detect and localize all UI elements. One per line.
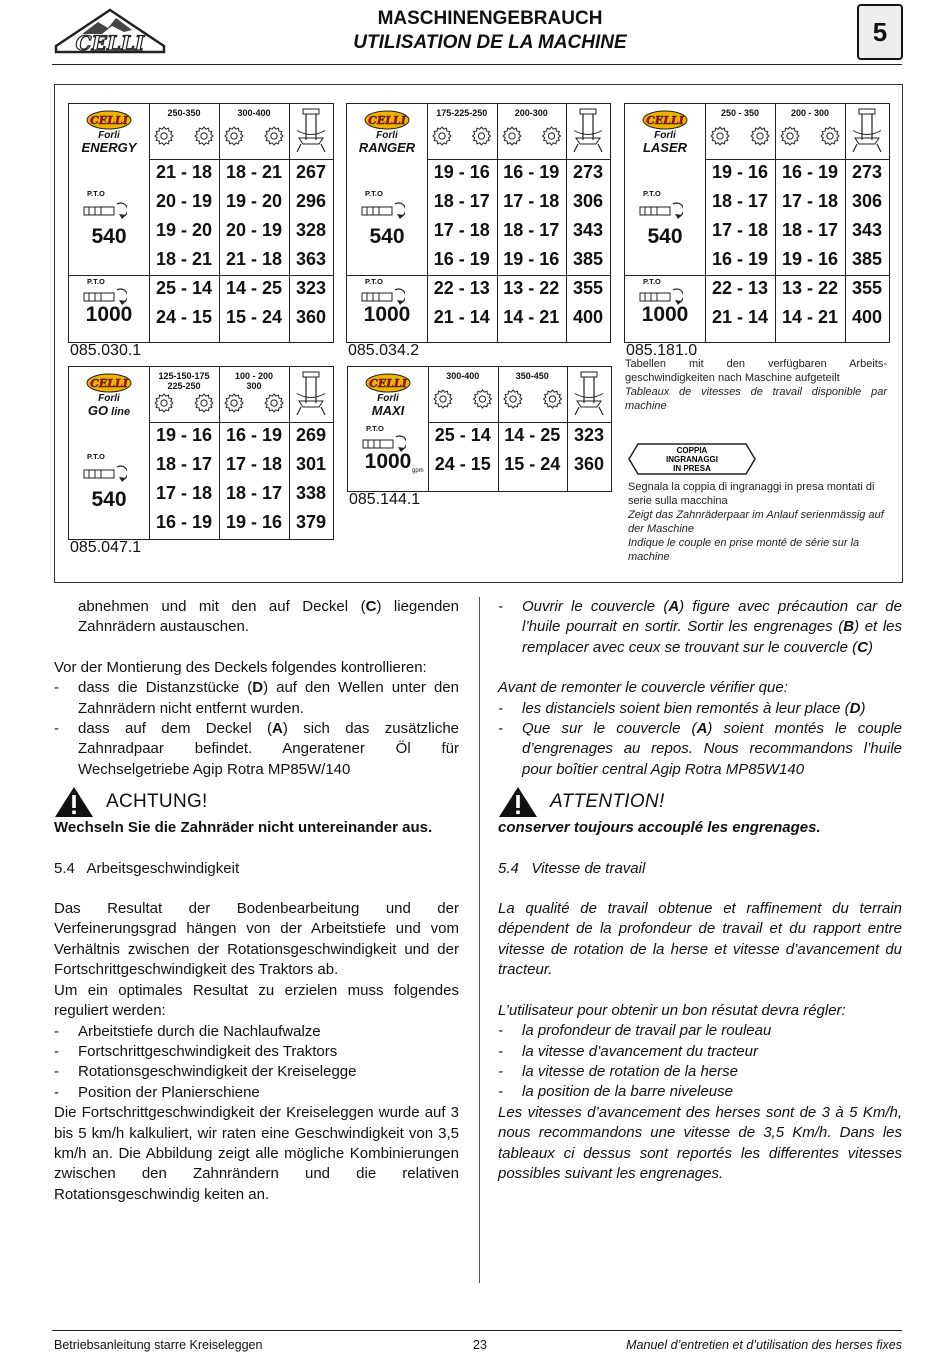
gpm-label: gpm [412,468,424,474]
card-brand [73,110,145,155]
header-divider [149,159,333,160]
paragraph: L’utilisateur pour obtenir un bon résutat devra régler: [498,1001,846,1019]
speed-cell: 14 - 21 [781,307,839,327]
warning-title: ACHTUNG! [106,791,208,813]
speed-cell: 21 - 14 [711,307,769,327]
speed-cell: 18 - 17 [433,191,490,211]
coppia-badge [628,443,756,475]
speed-cell: 400 [851,307,883,327]
pto-label: P.T.O [87,189,105,198]
badge-caption-fr: Indique le couple en prise monté de série sur la machine [628,537,860,563]
model-name: GO line [87,403,131,418]
speed-cell: 363 [295,249,327,269]
card-brand [73,373,145,419]
left-column-de [54,597,459,1205]
svg-text:CELLI: CELLI [369,377,407,390]
speed-cell: 17 - 18 [503,191,560,211]
column-header [149,108,219,118]
column-header [775,108,845,118]
column-header-label: 200 - 300 [790,108,830,118]
list-item: - la position de la barre niveleuse [498,1083,733,1101]
speed-cell: 24 - 15 [155,307,213,327]
pto-speed: 1000 [363,303,411,326]
figure-reference: 085.047.1 [70,539,142,556]
harrow-rotor-icon [291,107,331,154]
pto-speed: 540 [647,225,683,248]
speed-cell: 19 - 16 [711,162,769,182]
gear-pair-icon [431,126,493,146]
celli-logo [86,110,132,130]
speed-cell: 306 [851,191,883,211]
speed-cell: 323 [295,278,327,298]
speed-cell: 19 - 16 [781,249,839,269]
footer-right: Manuel d’entretien et d’utilisation des herses fixes [626,1338,902,1352]
pto-shaft-icon [83,201,127,221]
speed-card [68,366,334,540]
speed-cell: 385 [572,249,604,269]
list-item: - Fortschrittgeschwindigkeit des Traktors [54,1042,338,1060]
check-intro: Vor der Montierung des Deckels folgendes kontrollieren: [54,658,427,676]
speed-cell: 18 - 21 [155,249,213,269]
pto-speed: 1000 [85,303,133,326]
celli-logo [642,110,688,130]
speed-cell: 18 - 17 [225,483,283,503]
model-suffix: line [108,406,131,418]
speed-cell: 22 - 13 [711,278,769,298]
speed-cell: 19 - 16 [503,249,560,269]
card-brand [351,110,423,155]
list-item: - Arbeitstiefe durch die Nachlaufwalze [54,1022,321,1040]
paragraph: La qualité de travail obtenue et raffinement du terrain dépendent de la profondeur de travail et du rapport entre vitesse de rotation de la herse et vitesse d’avancement du tracteur. [498,900,902,979]
paragraph: Das Resultat der Bodenbearbeitung und der Verfeinerungsgrad hängen von der Arbeitstiefe und vom Verhältnis zwischen der Rotationsgeschwindigkeit und der Fortschrittgeschwindigkeit des Traktors ab. [54,900,459,979]
speed-cell: 17 - 18 [781,191,839,211]
speed-cell: 17 - 18 [711,220,769,240]
model-name: RANGER [358,140,416,155]
column-header [149,371,219,391]
paragraph: Die Fortschrittgeschwindigkeit der Kreiseleggen wurde auf 3 bis 5 km/h kalkuliert, wir raten eine Geschwindigkeit von 3,5 km/h an. Die Abbildung zeigt alle mögliche Kombinierungen zwischen den Zahnrändern und die relativen Rotationsgeschwindig keiten an. [54,1104,459,1203]
speed-cell: 24 - 15 [434,454,491,474]
column-header [428,371,498,381]
pto-label: P.T.O [643,277,661,286]
speed-cell: 19 - 16 [225,512,283,532]
gear-pair-icon [709,126,771,146]
figure-reference: 085.034.2 [348,342,420,359]
column-header-label: 100 - 200 [234,371,274,381]
column-header-label: 300 [246,381,262,391]
speed-cell: 16 - 19 [225,425,283,445]
speed-cell: 267 [295,162,327,182]
harrow-rotor-icon [569,370,609,417]
block-divider [69,275,333,276]
block-divider [625,275,889,276]
warning-heading [498,786,902,818]
speed-cell: 20 - 19 [155,191,213,211]
column-header [219,108,289,118]
speed-cell: 13 - 22 [781,278,839,298]
figure-reference: 085.144.1 [349,491,421,508]
column-header-label: 125-150-175 [158,371,210,381]
speed-cell: 21 - 18 [225,249,283,269]
column-header-label: 200-300 [514,108,548,118]
column-header-label: 250 - 350 [720,108,760,118]
celli-logo [86,373,132,393]
pto-speed: 540 [91,225,127,248]
pto-label: P.T.O [643,189,661,198]
speed-cell: 16 - 19 [781,162,839,182]
page-title-de: MASCHINENGEBRAUCH [377,8,603,29]
paragraph: Les vitesses d’avancement des herses sont de 3 à 5 Km/h, nous recommandons une vitesse de 3,5 Km/h. Dans les tableaux ci dessus sont reportés les differentes vitesses possibles suivant les engrenages. [498,1103,902,1182]
celli-logo [52,6,168,58]
column-header [498,371,568,381]
speed-cell: 360 [573,454,605,474]
speed-cell: 22 - 13 [433,278,490,298]
intro-paragraph: abnehmen und mit den auf Deckel (C) liegenden Zahnrädern austauschen. [78,598,459,636]
celli-logo [365,373,411,393]
harrow-rotor-icon [291,370,331,417]
svg-text:CELLI: CELLI [646,114,684,127]
footer-left: Betriebsanleitung starre Kreiseleggen [54,1338,263,1352]
badge-caption-de: Zeigt das Zahnräderpaar im Anlauf serienmässig auf der Maschine [628,509,884,535]
badge-line-2: INGRANAGGI [666,455,718,464]
pto-speed: 1000 [641,303,689,326]
column-divider [479,597,480,1283]
gear-pair-icon [223,126,285,146]
speed-cell: 18 - 17 [503,220,560,240]
gear-pair-icon [153,393,215,413]
celli-logo [364,110,410,130]
gear-pair-icon [223,393,285,413]
speed-cell: 379 [295,512,327,532]
svg-text:CELLI: CELLI [75,31,145,55]
speed-cell: 20 - 19 [225,220,283,240]
pto-speed: 540 [91,488,127,511]
speed-cell: 18 - 17 [781,220,839,240]
pto-shaft-icon [83,464,127,484]
badge-line-3: IN PRESA [673,464,711,473]
speed-cell: 273 [572,162,604,182]
speed-cell: 16 - 19 [503,162,560,182]
header-divider [705,159,889,160]
badge-line-1: COPPIA [676,446,708,455]
speed-cell: 360 [295,307,327,327]
speed-cell: 19 - 20 [225,191,283,211]
footer-rule [52,1330,902,1331]
warning-triangle-icon [54,786,94,818]
figure-caption [625,357,887,413]
speed-cell: 328 [295,220,327,240]
gear-pair-icon [432,389,494,409]
speed-cell: 25 - 14 [434,425,491,445]
figure-reference: 085.030.1 [70,342,142,359]
pto-speed: 1000 [364,450,412,473]
speed-cell: 16 - 19 [155,512,213,532]
speed-cell: 14 - 25 [504,425,561,445]
speed-cell: 306 [572,191,604,211]
paragraph: Um ein optimales Resultat zu erzielen muss folgendes reguliert werden: [54,981,459,1020]
harrow-rotor-icon [568,107,608,154]
speed-cell: 14 - 25 [225,278,283,298]
header-rule [52,64,902,65]
pto-speed: 540 [369,225,405,248]
badge-caption [628,480,888,564]
model-name: ENERGY [81,140,137,155]
list-item: - dass die Distanzstücke (D) auf den Wellen unter den Zahnrädern nicht entfernt wurden. [54,679,459,717]
gear-pair-icon [153,126,215,146]
forli-label: Forli [376,130,398,141]
pto-label: P.T.O [87,277,105,286]
speed-card [347,366,612,492]
column-header-label: 175-225-250 [436,108,488,118]
pto-label: P.T.O [365,189,383,198]
speed-cell: 269 [295,425,327,445]
gear-pair-icon [501,126,563,146]
column-header-label: 300-400 [237,108,271,118]
speed-cell: 343 [851,220,883,240]
right-column-fr [498,597,902,1184]
list-item: - les distanciels soient bien remontés à leur place (D) [498,699,866,717]
caption-fr: Tableaux de vitesses de travail disponible par machine [625,386,887,412]
page-number: 23 [473,1338,487,1352]
gear-pair-icon [779,126,841,146]
list-item: - la profondeur de travail par le rouleau [498,1022,772,1040]
list-item: - dass auf dem Deckel (A) sich das zusätzliche Zahnradpaar befindet. Angeratener Öl für Wechselgetriebe Agip Rotra MP85W/140 [54,720,460,778]
speed-card [624,103,890,343]
speed-cell: 18 - 17 [711,191,769,211]
block-divider [347,275,610,276]
svg-text:CELLI: CELLI [90,114,128,127]
gear-pair-icon [502,389,564,409]
header-divider [149,422,333,423]
speed-cell: 18 - 17 [155,454,213,474]
badge-caption-it: Segnala la coppia di ingranaggi in presa montati di serie sulla macchina [628,481,875,507]
speed-cell: 19 - 16 [155,425,213,445]
pto-shaft-icon [639,201,683,221]
speed-cell: 13 - 22 [503,278,560,298]
speed-card [346,103,611,343]
speed-cell: 15 - 24 [225,307,283,327]
speed-cell: 16 - 19 [433,249,490,269]
speed-cell: 355 [572,278,604,298]
forli-label: Forli [654,130,676,141]
speed-cell: 17 - 18 [433,220,490,240]
card-brand [629,110,701,155]
page-title-fr: UTILISATION DE LA MACHINE [353,32,627,53]
svg-text:CELLI: CELLI [368,114,406,127]
speed-cell: 16 - 19 [711,249,769,269]
speed-cell: 343 [572,220,604,240]
speed-cell: 21 - 18 [155,162,213,182]
forli-label: Forli [377,393,399,404]
pto-label: P.T.O [366,424,384,433]
chapter-number: 5 [857,4,903,60]
forli-label: Forli [98,393,120,404]
speed-cell: 338 [295,483,327,503]
column-header-label: 250-350 [167,108,201,118]
column-header [497,108,567,118]
list-item: - Que sur le couvercle (A) soient montés le couple d’engrenages au repos. Nous recommandons l’huile pour boîtier central Agip Rotra MP85W140 [498,720,902,778]
column-header [219,371,289,391]
speed-cell: 296 [295,191,327,211]
warning-text: conserver toujours accouplé les engrenages. [498,819,821,837]
list-item: - la vitesse de rotation de la herse [498,1062,738,1080]
warning-triangle-icon [498,786,538,818]
model-name: MAXI [371,403,405,418]
list-item: - la vitesse d’avancement du tracteur [498,1042,758,1060]
speed-cell: 17 - 18 [155,483,213,503]
list-item: - Ouvrir le couvercle (A) figure avec précaution car de l’huile pourrait en sortir. Sortir les engrenages (B) et les remplacer avec ceux se trouvant sur le couvercle (C) [498,598,903,656]
speed-cell: 19 - 16 [433,162,490,182]
pto-shaft-icon [361,201,405,221]
speed-cell: 273 [851,162,883,182]
speed-cell: 25 - 14 [155,278,213,298]
speed-cell: 14 - 21 [503,307,560,327]
speed-cell: 355 [851,278,883,298]
section-heading: 5.4 Arbeitsgeschwindigkeit [54,859,240,877]
check-intro: Avant de remonter le couvercle vérifier que: [498,679,788,697]
pto-label: P.T.O [87,452,105,461]
speed-cell: 21 - 14 [433,307,490,327]
column-header-label: 225-250 [167,381,201,391]
column-header-label: 350-450 [515,371,549,381]
card-brand [352,373,424,418]
speed-cell: 18 - 21 [225,162,283,182]
list-item: - Position der Planierschiene [54,1083,260,1101]
figure-reference: 085.181.0 [626,342,698,359]
warning-heading [54,786,459,818]
forli-label: Forli [98,130,120,141]
section-heading: 5.4 Vitesse de travail [498,859,646,877]
speed-cell: 323 [573,425,605,445]
speed-cell: 19 - 20 [155,220,213,240]
list-item: - Rotationsgeschwindigkeit der Kreiselegge [54,1063,357,1081]
speed-cell: 385 [851,249,883,269]
column-header [427,108,497,118]
svg-text:CELLI: CELLI [90,377,128,390]
speed-card [68,103,334,343]
pto-label: P.T.O [365,277,383,286]
warning-text: Wechseln Sie die Zahnräder nicht untereinander aus. [54,819,433,837]
speed-cell: 400 [572,307,604,327]
speed-cell: 15 - 24 [504,454,561,474]
speed-cell: 17 - 18 [225,454,283,474]
column-header-label: 300-400 [446,371,480,381]
warning-title: ATTENTION! [550,791,665,813]
caption-de: Tabellen mit den verfügbaren Arbeits-geschwindigkeiten nach Maschine aufgeteilt [625,358,887,384]
column-header [705,108,775,118]
speed-cell: 301 [295,454,327,474]
header-divider [427,159,610,160]
harrow-rotor-icon [847,107,887,154]
model-name: LASER [642,140,688,155]
header-divider [428,422,611,423]
